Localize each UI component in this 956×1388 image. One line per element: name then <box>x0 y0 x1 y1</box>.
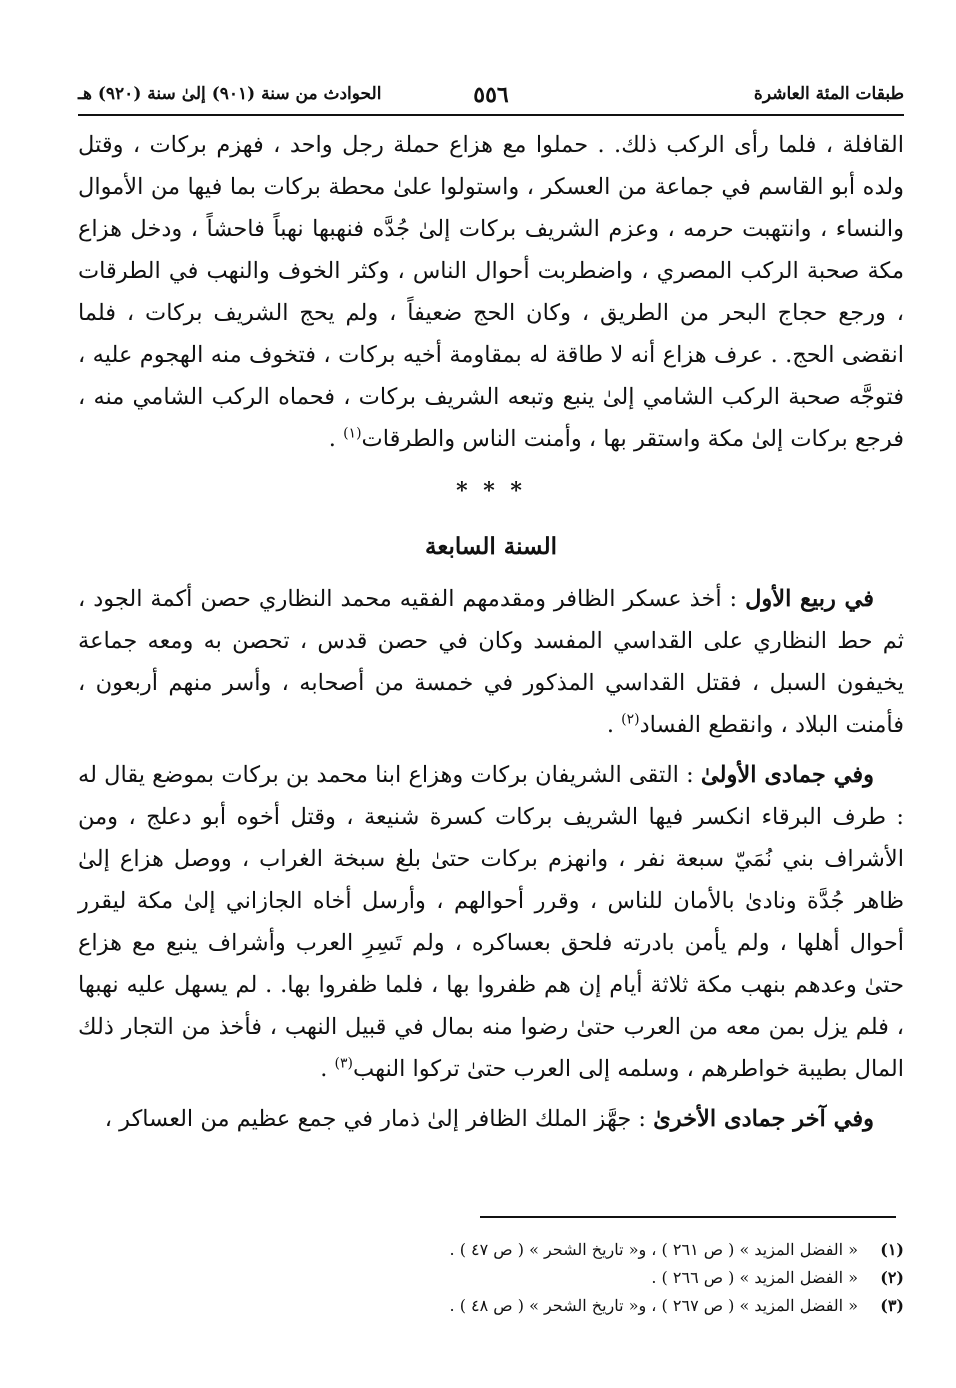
running-header <box>78 78 904 116</box>
page-number: ٥٥٦ <box>473 82 509 108</box>
footnote-text: « الفضل المزيد » ( ص ٢٦٧ ) ، و« تاريخ الشحر » ( ص ٤٨ ) . <box>449 1296 858 1315</box>
main-text <box>78 124 904 1140</box>
book-title: طبقات المئة العاشرة <box>753 84 904 104</box>
section-title: الحوادث من سنة (٩٠١) إلىٰ سنة (٩٢٠) هـ <box>78 84 382 104</box>
footnote-number: (٢) <box>880 1268 904 1287</box>
footnotes <box>78 1236 904 1320</box>
section-separator: * * * <box>456 478 526 504</box>
footnote-divider <box>480 1216 896 1218</box>
paragraph-lead: وفي آخر جمادى الأخرىٰ <box>653 1106 874 1132</box>
year-heading: السنة السابعة <box>425 533 557 560</box>
footnote-number: (١) <box>880 1240 904 1259</box>
intro-paragraph: القافلة ، فلما رأى الركب ذلك. . حملوا مع هزاع حملة رجل واحد ، فهزم بركات ، وقتل ولده أبو القاسم في جماعة من العسكر ، واستولوا علىٰ محطة بركات بما فيها من الأموال والنساء ، وانتهبت حرمه ، وعزم الشريف بركات إلىٰ جُدَّه فنهبها نهباً فاحشاً ، ودخل هزاع مكة صحبة الركب المصري ، واضطربت أحوال الناس ، وكثر الخوف والنهب في الطرقات ، ورجع حجاج البحر من الطريق ، وكان الحج ضعيفاً ، ولم يحج الشريف بركات ، فلما انقضى الحج. . عرف هزاع أنه لا طاقة له بمقاومة أخيه بركات ، فتخوف منه الهجوم عليه ، فتوجَّه صحبة الركب الشامي إلىٰ ينبع وتبعه الشريف بركات ، فحماه الركب الشامي منه ، فرجع بركات إلىٰ مكة واستقر بها ، وأمنت الناس والطرقات$^{(١)}$ . <box>78 132 904 452</box>
paragraph-jumada-al-ula: وفي جمادى الأولىٰ : التقى الشريفان بركات وهزاع ابنا محمد بن بركات بموضع يقال له : طرف البرقاء انكسر فيها الشريف بركات كسرة شنيعة ، وقتل أخوه أبو دعلج ، ومن الأشراف بني نُمَيّ سبعة نفر ، وانهزم بركات حتىٰ بلغ سبخة الغراب ، ووصل هزاع إلىٰ ظاهر جُدَّة ونادىٰ بالأمان للناس ، وقرر أحوالهم ، وأرسل أخاه الجازاني إلىٰ مكة ليقرر أحوال أهلها ، ولم يأمن بادرته فلحق بعساكره ، ولم تَسِرِ العرب وأشراف ينبع مع هزاع حتىٰ وعدهم بنهب مكة ثلاثة أيام إن هم ظفروا بها ، فلما ظفروا بها. . لم يسهل عليه نهبها ، فلم يزل بمن معه من العرب حتىٰ رضوا منه بمال في قبيل النهب ، فأخذ من التجار ذلك المال بطيبة خواطرهم ، وسلمه إلى العرب حتىٰ تركوا النهب$^{(٣)}$ . <box>78 762 904 1082</box>
paragraph-lead: في ربيع الأول <box>745 586 874 612</box>
footnote-item <box>78 1264 904 1292</box>
footnote-ref-3: (٣) <box>334 1055 353 1072</box>
paragraph-jumada-al-akhira: وفي آخر جمادى الأخرىٰ : جهَّز الملك الظافر إلىٰ ذمار في جمع عظيم من العساكر ، <box>104 1106 874 1132</box>
footnote-text: « الفضل المزيد » ( ص ٢٦١ ) ، و« تاريخ الشحر » ( ص ٤٧ ) . <box>449 1240 858 1259</box>
footnote-ref-2: (٢) <box>621 711 640 728</box>
footnote-number: (٣) <box>880 1296 904 1315</box>
footnote-item <box>78 1236 904 1264</box>
footnote-ref-1: (١) <box>343 425 362 442</box>
footnote-text: « الفضل المزيد » ( ص ٢٦٦ ) . <box>651 1268 858 1287</box>
paragraph-lead: وفي جمادى الأولىٰ <box>700 762 874 788</box>
footnote-item <box>78 1292 904 1320</box>
paragraph-rabi-al-awwal: في ربيع الأول : أخذ عسكر الظافر ومقدمهم الفقيه محمد النظاري حصن أكمة الجود ، ثم حط النظاري على القداسي المفسد وكان في حصن قدس ، تحصن به ومعه جماعة يخيفون السبل ، فقتل القداسي المذكور في خمسة من أصحابه ، وأسر منهم أربعون ، فأمنت البلاد ، وانقطع الفساد$^{(٢)}$ . <box>78 586 904 738</box>
